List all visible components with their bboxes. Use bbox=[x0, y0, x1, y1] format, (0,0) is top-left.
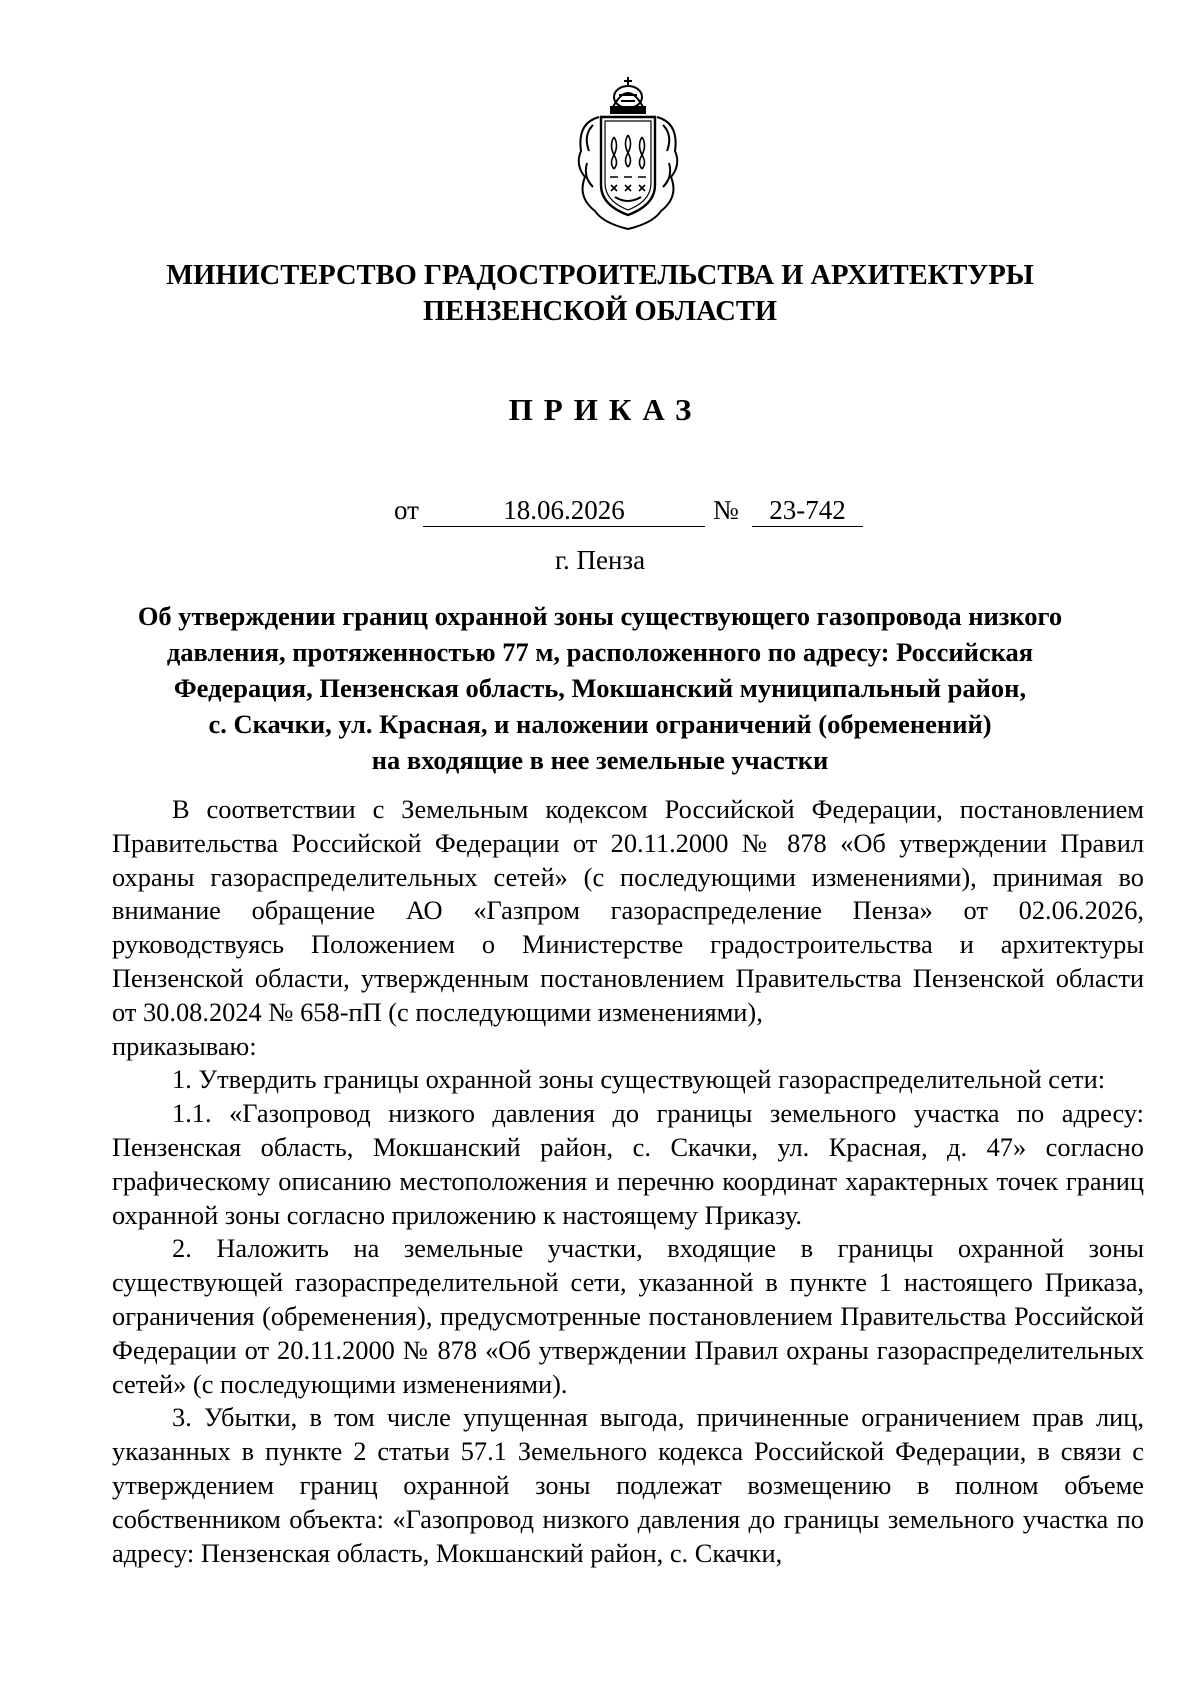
order-word: приказываю: bbox=[112, 1030, 257, 1061]
preamble-paragraph: В соответствии с Земельным кодексом Российской Федерации, постановлением Правительства Российской Федерации от 20.11.2000 № 878 «Об утверждении Правил охраны газораспределительных сетей» (с последующими изменениями), принимая во внимание обращение АО «Газпром газораспределение Пенза» от 02.06.2026, руководствуясь Положением о Министерстве градостроительства и архитектуры Пензенской области, утвержденным постановлением Правительства Пензенской области от 30.08.2024 № 658-пП (с последующими изменениями), bbox=[112, 794, 1144, 1027]
city-name: г. Пенза bbox=[554, 545, 646, 575]
ministry-name-line1: МИНИСТЕРСТВО ГРАДОСТРОИТЕЛЬСТВА И АРХИТЕКТУРЫ bbox=[166, 260, 1034, 291]
number-prefix: № bbox=[713, 495, 739, 525]
item-2-paragraph: 2. Наложить на земельные участки, входящие в границы охранной зоны существующей газораспределительной сети, указанной в пункте 1 настоящего Приказа, ограничения (обременения), предусмотренные постановлением Правительства Российской Федерации от 20.11.2000 № 878 «Об утверждении Правил охраны газораспределительных сетей» (с последующими изменениями). bbox=[112, 1233, 1144, 1399]
coat-of-arms-emblem bbox=[569, 73, 687, 233]
document-subject bbox=[100, 598, 1100, 778]
subject-line5: на входящие в нее земельные участки bbox=[371, 745, 829, 775]
subject-line1: Об утверждении границ охранной зоны существующего газопровода низкого bbox=[137, 601, 1063, 631]
document-body bbox=[112, 793, 1144, 1570]
document-type-title: ПРИКАЗ bbox=[508, 392, 703, 427]
document-number: 23-742 bbox=[752, 492, 863, 527]
item-3-paragraph: 3. Убытки, в том числе упущенная выгода, причиненные ограничением прав лиц, указанных в пункте 2 статьи 57.1 Земельного кодекса Российской Федерации, в связи с утверждением границ охранной зоны подлежат возмещению в полном объеме собственником объекта: «Газопровод низкого давления до границы земельного участка по адресу: Пензенская область, Мокшанский район, с. Скачки, bbox=[112, 1402, 1144, 1568]
subject-line4: с. Скачки, ул. Красная, и наложении ограничений (обременений) bbox=[208, 709, 992, 739]
document-date: 18.06.2026 bbox=[423, 492, 705, 527]
item-1-1-paragraph: 1.1. «Газопровод низкого давления до границы земельного участка по адресу: Пензенская область, Мокшанский район, с. Скачки, ул. Красная, д. 47» согласно графическому описанию местоположения и перечню координат характерных точек границ охранной зоны согласно приложению к настоящему Приказу. bbox=[112, 1098, 1144, 1230]
date-prefix: от bbox=[394, 495, 419, 525]
ministry-name-line2: ПЕНЗЕНСКОЙ ОБЛАСТИ bbox=[422, 296, 778, 327]
item-1-paragraph: 1. Утвердить границы охранной зоны существующей газораспределительной сети: bbox=[172, 1064, 1106, 1095]
subject-line3: Федерация, Пензенская область, Мокшанский муниципальный район, bbox=[173, 673, 1027, 703]
subject-line2: давления, протяженностью 77 м, расположенного по адресу: Российская bbox=[166, 637, 1034, 667]
ministry-name bbox=[0, 258, 1200, 330]
